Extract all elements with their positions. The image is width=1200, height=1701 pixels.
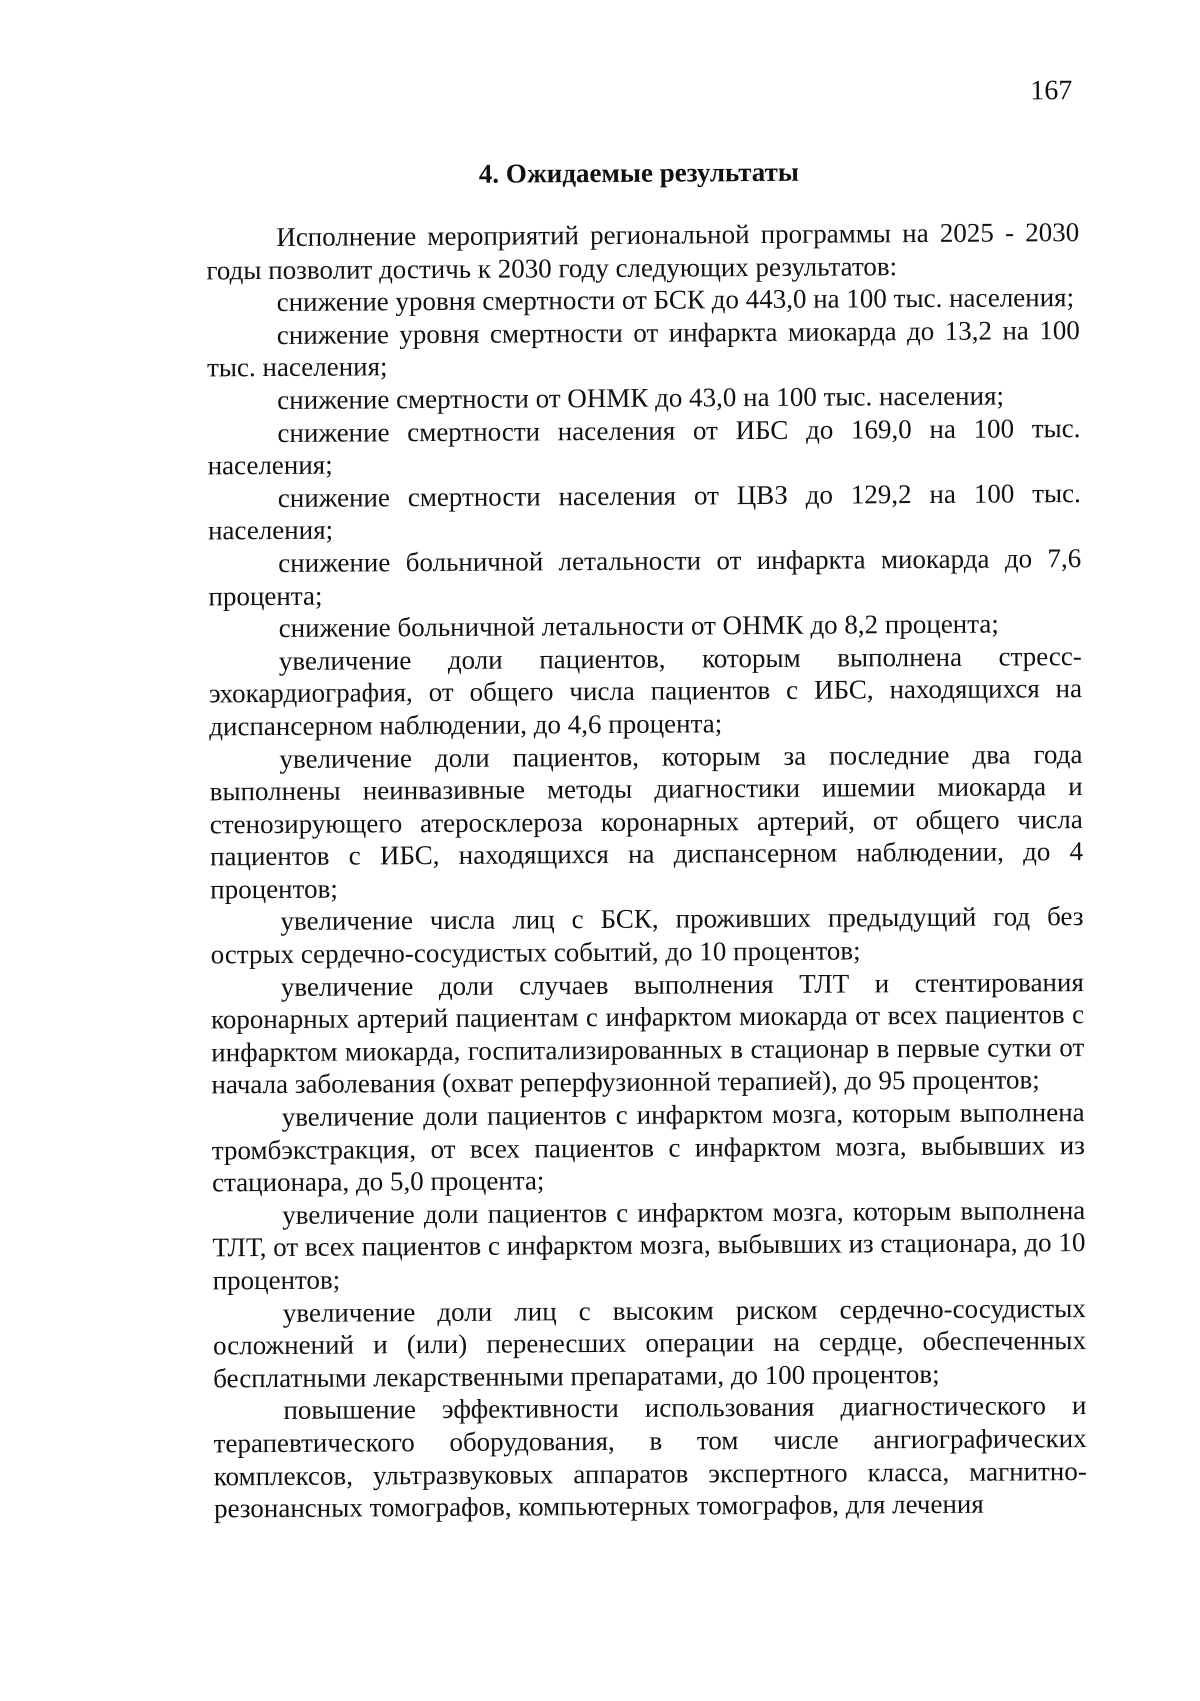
paragraph-item: увеличение доли пациентов с инфарктом мозга, которым выполнена ТЛТ, от всех пациентов с инфарктом мозга, выбывших из стационара, до 10 процентов; — [212, 1194, 1086, 1296]
paragraph-item: снижение смертности населения от ИБС до 169,0 на 100 тыс. населения; — [207, 412, 1081, 481]
page-number: 167 — [1030, 75, 1073, 107]
paragraph-item: снижение уровня смертности от инфаркта миокарда до 13,2 на 100 тыс. населения; — [206, 314, 1080, 383]
section-heading: 4. Ожидаемые результаты — [478, 156, 799, 189]
paragraph-item: увеличение числа лиц с БСК, проживших предыдущий год без острых сердечно-сосудистых событий, до 10 процентов; — [210, 901, 1084, 970]
body-text — [206, 216, 1087, 1525]
paragraph-item: снижение больничной летальности от ОНМК до 8,2 процента; — [278, 608, 999, 644]
paragraph-item: снижение уровня смертности от БСК до 443,0 на 100 тыс. населения; — [276, 282, 1075, 318]
paragraph-item: увеличение доли лиц с высоким риском сердечно-сосудистых осложнений и (или) перенесших операции на сердце, обеспеченных бесплатными лекарственными препаратами, до 100 процентов; — [212, 1292, 1087, 1394]
paragraph-item: снижение смертности от ОНМК до 43,0 на 100 тыс. населения; — [277, 380, 1005, 415]
paragraph-item: повышение эффективности использования диагностического и терапевтического оборудования, в том числе ангиографических комплексов, ультразвуковых аппаратов экспертного класса, магнитно-резонансных томографов, компьютерных томографов, для лечения — [213, 1390, 1087, 1524]
paragraph-item: увеличение доли пациентов с инфарктом мозга, которым выполнена тромбэкстракция, от всех пациентов с инфарктом мозга, выбывших из стационара, до 5,0 процента; — [211, 1097, 1085, 1198]
paragraph-item: увеличение доли пациентов, которым за последние два года выполнены неинвазивные методы диагностики ишемии миокарда и стенозирующего атеросклероза коронарных артерий, от общего числа пациентов с ИБС, находящихся на диспансерном наблюдении, до 4 процентов; — [209, 738, 1084, 905]
paragraph-item: снижение смертности населения от ЦВЗ до 129,2 на 100 тыс. населения; — [207, 477, 1081, 546]
paragraph-intro: Исполнение мероприятий региональной программы на 2025 - 2030 годы позволит достичь к 2030 году следующих результатов: — [206, 217, 1080, 285]
paragraph-item: увеличение доли случаев выполнения ТЛТ и стентирования коронарных артерий пациентам с инфарктом миокарда от всех пациентов с инфарктом миокарда, госпитализированных в стационар в первые сутки от начала заболевания (охват реперфузионной терапией), до 95 процентов; — [210, 966, 1085, 1100]
paragraph-item: увеличение доли пациентов, которым выполнена стресс-эхокардиография, от общего числа пациентов с ИБС, находящихся на диспансерном наблюдении, до 4,6 процента; — [208, 640, 1083, 742]
paragraph-item: снижение больничной летальности от инфаркта миокарда до 7,6 процента; — [208, 542, 1082, 611]
